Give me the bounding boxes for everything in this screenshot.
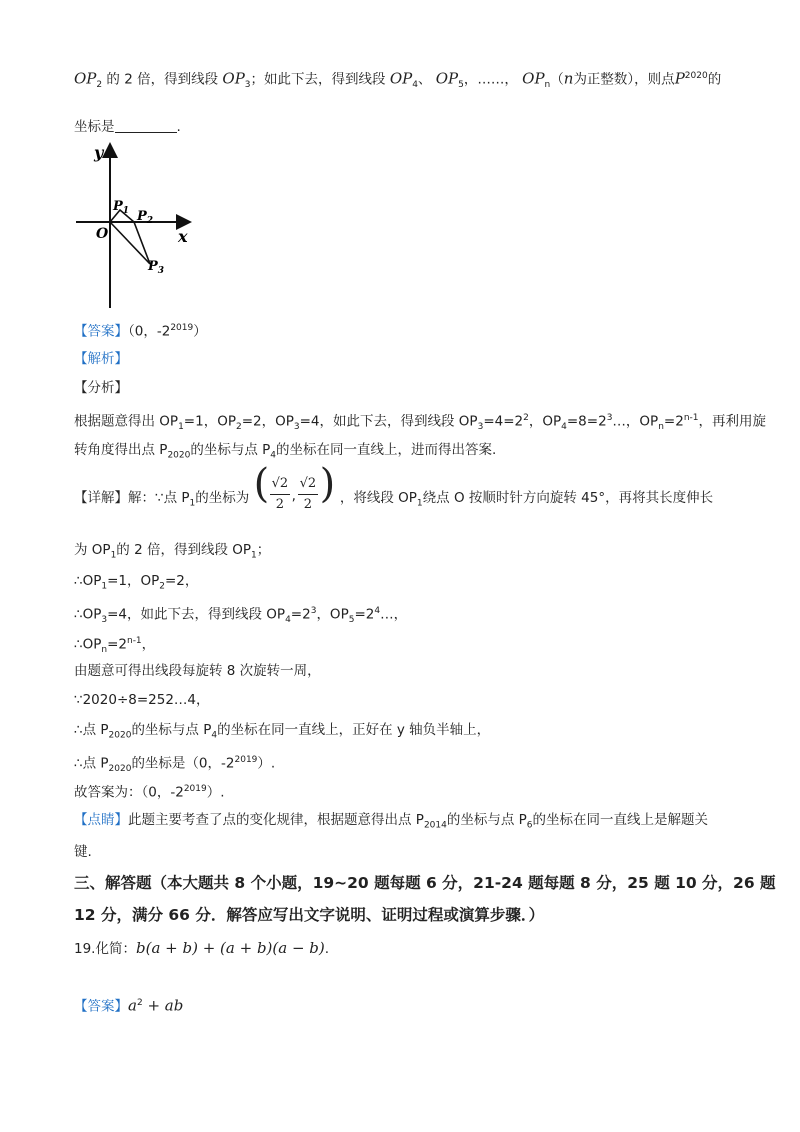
- step-3: $\therefore OP_n=2^{n-1}$，: [74, 636, 156, 656]
- answer-blank: [115, 118, 177, 133]
- x-label: x: [178, 227, 188, 246]
- comment-line-1: 【点睛】此题主要考查了点的变化规律，根据题意得出点 $P_{2014}$的坐标与点 $P_6$的坐标在同一直线上是解题关: [74, 812, 709, 831]
- question-19: 19.化简：b(a + b) + (a + b)(a − b).: [74, 939, 330, 957]
- p1-label: $P_1$: [113, 199, 130, 216]
- analysis-tag: 【解析】: [74, 351, 128, 367]
- answer-19: 【答案】$a^2$ + ab: [74, 996, 184, 1015]
- p2-label: $P_2$: [137, 209, 154, 226]
- step-6: ∴点 $P_{2020}$的坐标与点 $P_4$的坐标在同一直线上，正好在 y 轴负半轴上，: [74, 722, 491, 741]
- step-8: 故答案为：（0，$-2^{2019}$）.: [74, 784, 225, 801]
- section-heading-2: 12 分，满分 66 分．解答应写出文字说明、证明过程或演算步骤．）: [74, 906, 545, 924]
- p3-label: $P_3$: [148, 259, 165, 276]
- step-7: ∴点 $P_{2020}$的坐标是（0，$-2^{2019}$）.: [74, 755, 276, 775]
- fenxi-tag: 【分析】: [74, 380, 128, 396]
- problem-line-2: 坐标是 .: [74, 119, 181, 135]
- fenxi-line-2: 转角度得出点 $P_{2020}$的坐标与点 $P_4$的坐标在同一直线上，进而得出答案.: [74, 442, 497, 461]
- step-5: ∵2020÷8=252…4，: [74, 692, 210, 708]
- detail-line-2: 为 $OP_1$的 2 倍，得到线段 $OP_1$；: [74, 542, 271, 561]
- step-1: $\therefore OP_1=1$，$OP_2=2$，: [74, 573, 199, 592]
- fenxi-line-1: 根据题意得出 $OP_1=1$，$OP_2=2$，$OP_3=4$，如此下去，得到线段 $OP_3=4=2^2$，$OP_4=8=2^3\dots$，$OP_n=2^{n-1}$，再利用旋: [74, 413, 767, 433]
- step-4: 由题意可得出线段每旋转 8 次旋转一周，: [74, 663, 321, 679]
- coordinate-fraction: ( $\frac{√2}{2}$ , $\frac{√2}{2}$ ): [253, 461, 336, 512]
- answer-line: 【答案】（0，$-2^{2019}$）: [74, 323, 207, 340]
- problem-line-1: $OP_2$ 的 2 倍，得到线段 $OP_3$；如此下去，得到线段 $OP_4$、 $OP_5$，……， $OP_n(n$为正整数），则点$P^{2020}$的: [74, 69, 722, 91]
- coordinate-figure: [70, 140, 200, 312]
- section-heading-1: 三、解答题（本大题共 8 个小题，19~20 题每题 6 分，21-24 题每题 8 分，25 题 10 分，26 题: [74, 874, 776, 892]
- step-2: $\therefore OP_3=4$，如此下去，得到线段 $OP_4=2^3$，$OP_5=2^4\dots$，: [74, 606, 408, 626]
- detail-line-1: 【详解】解：∵点 $P_1$的坐标为 ( $\frac{√2}{2}$ , $\frac{√2}{2}$ ) ，将线段 $OP_1$绕点 O 按顺时针方向旋转 45°，再将其长度伸长: [74, 461, 714, 512]
- y-label: y: [94, 143, 104, 162]
- origin-label: O: [96, 226, 109, 242]
- comment-line-2: 键.: [74, 844, 92, 860]
